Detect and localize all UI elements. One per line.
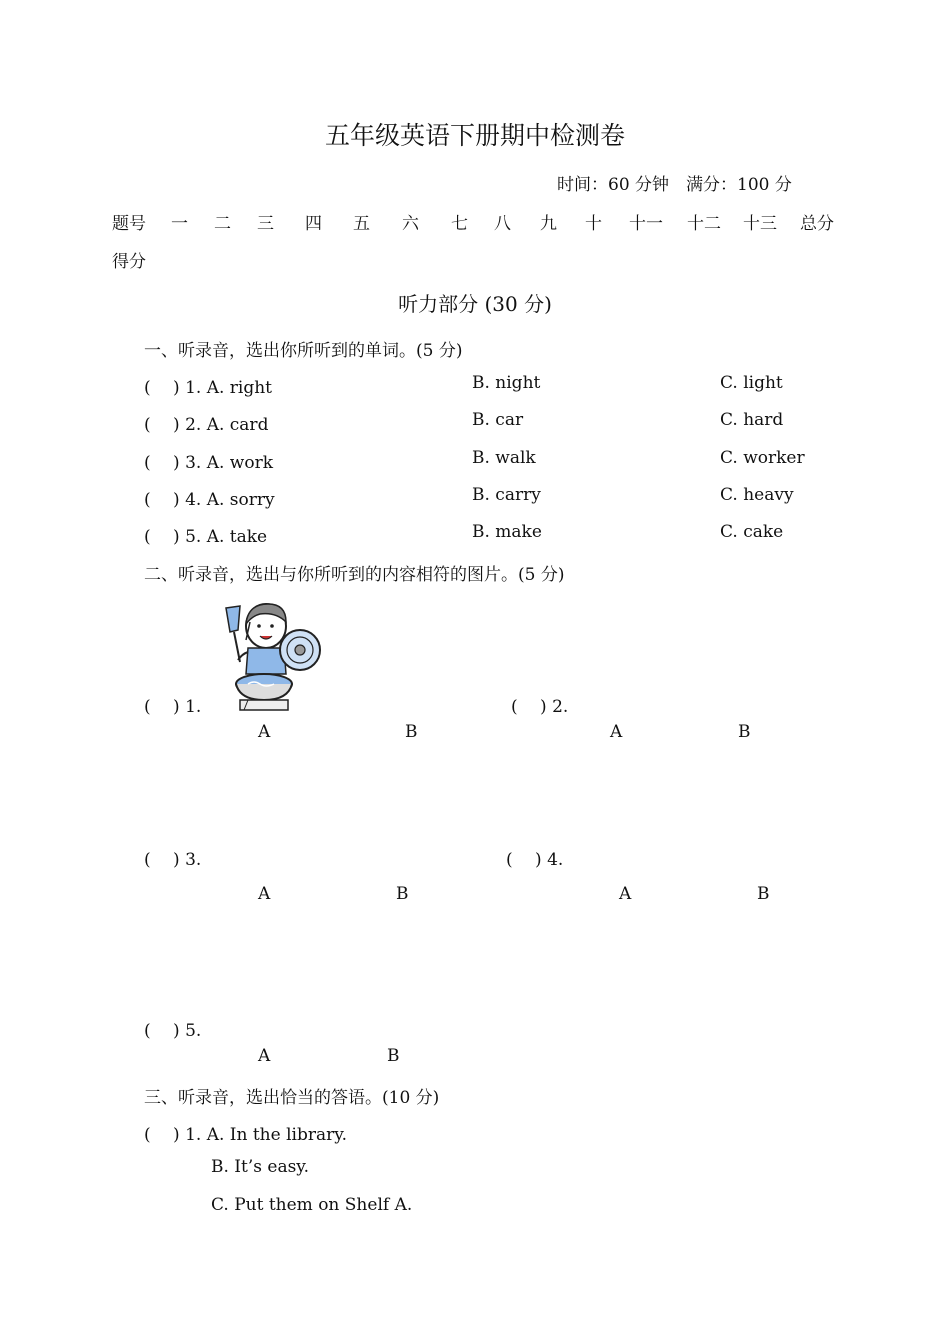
part1-item-c: C. heavy bbox=[720, 485, 794, 505]
score-header-cell: 十二 bbox=[687, 214, 721, 234]
option-b-label: B bbox=[757, 884, 770, 904]
part2-q4: ( ) 4. bbox=[506, 850, 564, 870]
cooking-girl-illustration bbox=[214, 600, 326, 712]
option-b-label: B bbox=[405, 722, 418, 742]
part1-item-a: ( ) 4. A. sorry bbox=[144, 490, 275, 510]
score-header-cell: 九 bbox=[540, 214, 557, 234]
option-a-label: A bbox=[258, 722, 271, 742]
score-header-cell: 八 bbox=[494, 214, 511, 234]
score-header-cell: 七 bbox=[451, 214, 468, 234]
part1-item-b: B. car bbox=[472, 410, 524, 430]
option-a-label: A bbox=[258, 884, 271, 904]
score-header-cell: 一 bbox=[171, 214, 188, 234]
score-header-cell: 三 bbox=[257, 214, 274, 234]
part2-heading: 二、听录音，选出与你所听到的内容相符的图片。(5 分) bbox=[144, 565, 565, 585]
exam-meta: 时间：60 分钟 满分：100 分 bbox=[557, 175, 792, 195]
part2-q5: ( ) 5. bbox=[144, 1021, 202, 1041]
part1-item-a: ( ) 1. A. right bbox=[144, 378, 273, 398]
option-b-label: B bbox=[396, 884, 409, 904]
score-header-cell: 十一 bbox=[629, 214, 663, 234]
score-header-cell: 十三 bbox=[743, 214, 777, 234]
option-a-label: A bbox=[619, 884, 632, 904]
section-title: 听力部分 (30 分) bbox=[398, 292, 552, 316]
option-a-label: A bbox=[258, 1046, 271, 1066]
option-a-label: A bbox=[610, 722, 623, 742]
part3-q1-b: B. It’s easy. bbox=[211, 1157, 310, 1177]
score-row-label: 得分 bbox=[112, 252, 146, 272]
score-header-cell: 二 bbox=[214, 214, 231, 234]
part1-item-a: ( ) 2. A. card bbox=[144, 415, 269, 435]
part1-item-c: C. worker bbox=[720, 448, 805, 468]
part1-item-a: ( ) 5. A. take bbox=[144, 527, 268, 547]
part1-item-a: ( ) 3. A. work bbox=[144, 453, 273, 473]
part2-q2: ( ) 2. bbox=[511, 697, 569, 717]
part2-q3: ( ) 3. bbox=[144, 850, 202, 870]
part1-item-b: B. night bbox=[472, 373, 541, 393]
score-header-cell: 总分 bbox=[800, 214, 834, 234]
option-b-label: B bbox=[738, 722, 751, 742]
score-header-cell: 六 bbox=[402, 214, 419, 234]
part3-q1-a: ( ) 1. A. In the library. bbox=[144, 1125, 347, 1145]
page-title: 五年级英语下册期中检测卷 bbox=[324, 121, 625, 150]
part1-item-c: C. cake bbox=[720, 522, 784, 542]
score-header-cell: 十 bbox=[585, 214, 602, 234]
part3-heading: 三、听录音，选出恰当的答语。(10 分) bbox=[144, 1088, 440, 1108]
part1-item-c: C. light bbox=[720, 373, 783, 393]
score-header-cell: 四 bbox=[305, 214, 322, 234]
part1-heading: 一、听录音，选出你所听到的单词。(5 分) bbox=[144, 341, 463, 361]
option-b-label: B bbox=[387, 1046, 400, 1066]
part1-item-b: B. carry bbox=[472, 485, 541, 505]
part1-item-b: B. walk bbox=[472, 448, 536, 468]
part3-q1-c: C. Put them on Shelf A. bbox=[211, 1195, 413, 1215]
part2-q1: ( ) 1. bbox=[144, 697, 202, 717]
part1-item-b: B. make bbox=[472, 522, 542, 542]
score-header-cell: 五 bbox=[353, 214, 370, 234]
score-header-cell: 题号 bbox=[112, 214, 146, 234]
part1-item-c: C. hard bbox=[720, 410, 784, 430]
